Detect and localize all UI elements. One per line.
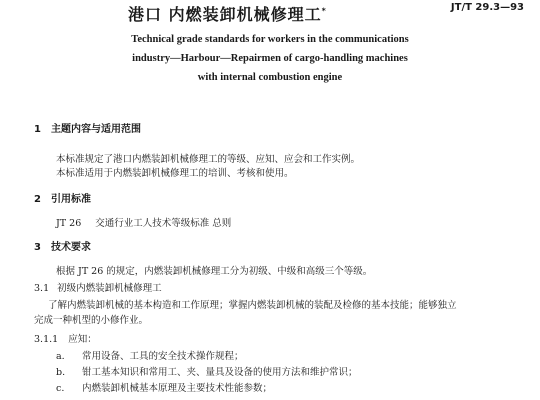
document-title-text: 港口 内燃装卸机械修理工: [128, 5, 322, 24]
section-1-heading: [34, 124, 141, 136]
section-3-heading: [34, 242, 91, 254]
english-title-line-3: with internal combustion engine: [197, 72, 343, 83]
subsection-3-1-text-line-2: 完成一种机型的小修作业。: [34, 315, 149, 326]
list-item-marker: c.: [56, 383, 65, 394]
section-number: 1: [34, 124, 41, 135]
title-footnote-mark: *: [321, 6, 326, 16]
section-title: 技术要求: [50, 242, 91, 253]
referenced-standard-title: 交通行业工人技术等级标准 总则: [95, 218, 232, 229]
english-title-line-2: industry—Harbour—Repairmen of cargo-handling machines: [132, 53, 408, 64]
list-item-text: 内燃装卸机械基本原理及主要技术性能参数；: [82, 383, 273, 394]
standard-code: JT/T 29.3—93: [450, 2, 524, 13]
referenced-standard: [56, 218, 231, 230]
subsection-3-1-text-line-1: 了解内燃装卸机械的基本构造和工作原理；掌握内燃装卸机械的装配及检修的基本技能；能够独立: [48, 300, 457, 311]
list-item: [56, 351, 244, 363]
section-2-heading: [34, 194, 91, 206]
section-number: 3: [34, 242, 41, 253]
list-item-text: 常用设备、工具的安全技术操作规程；: [82, 351, 244, 362]
section-1-paragraph-2: 本标准适用于内燃装卸机械修理工的培训、考核和使用。: [56, 168, 294, 179]
section-number: 2: [34, 194, 41, 205]
subsection-3-1-1-heading: [34, 334, 97, 346]
english-title-line-1: Technical grade standards for workers in the communications: [131, 34, 409, 45]
list-item: [56, 367, 358, 379]
list-item: [56, 383, 272, 395]
subsection-title: 应知：: [68, 334, 97, 345]
section-1-paragraph-1: 本标准规定了港口内燃装卸机械修理工的等级、应知、应会和工作实例。: [56, 154, 361, 165]
subsection-3-1-heading: [34, 283, 162, 295]
referenced-standard-code: JT 26: [56, 218, 82, 229]
subsection-number: 3.1.1: [34, 334, 59, 345]
section-title: 引用标准: [50, 194, 91, 205]
document-title: [128, 2, 326, 25]
section-title: 主题内容与适用范围: [50, 124, 141, 135]
list-item-marker: b.: [56, 367, 66, 378]
list-item-text: 钳工基本知识和常用工、夹、量具及设备的使用方法和维护常识；: [82, 367, 358, 378]
section-3-intro: 根据 JT 26 的规定，内燃装卸机械修理工分为初级、中级和高级三个等级。: [56, 266, 373, 277]
subsection-number: 3.1: [34, 283, 50, 294]
subsection-title: 初级内燃装卸机械修理工: [57, 283, 162, 294]
list-item-marker: a.: [56, 351, 65, 362]
